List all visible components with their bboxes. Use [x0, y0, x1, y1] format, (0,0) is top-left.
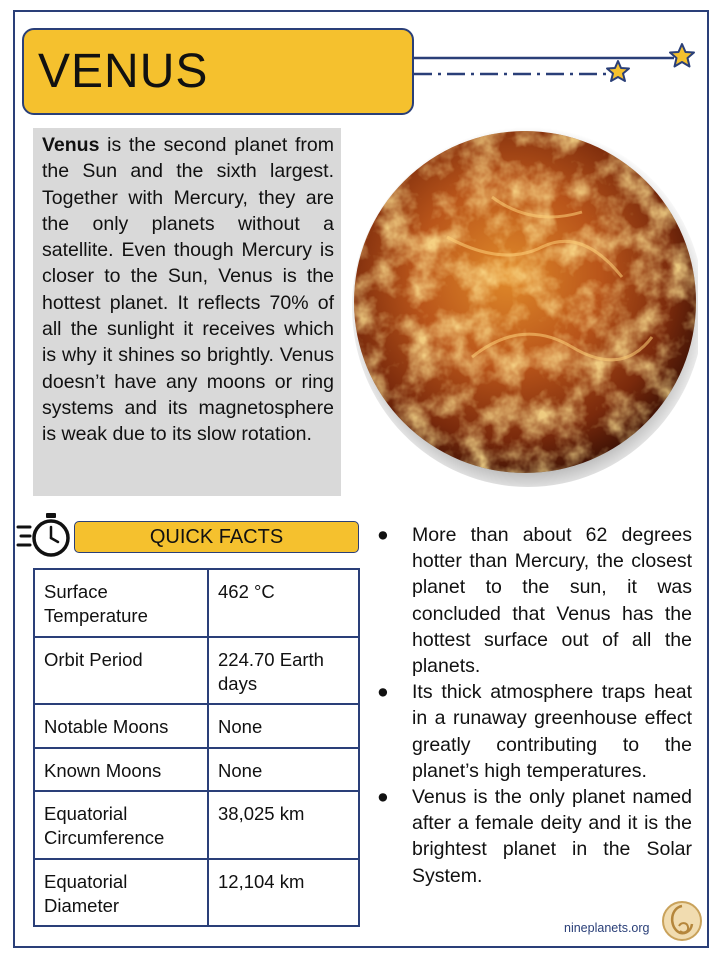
list-item — [374, 679, 692, 784]
fact-label: Notable Moons — [34, 704, 208, 748]
table-row — [34, 859, 359, 926]
table-row — [34, 791, 359, 859]
brand-name: nineplanets.org — [564, 921, 650, 935]
list-item — [374, 522, 692, 679]
fact-value: 224.70 Earth days — [208, 637, 359, 704]
facts-list — [374, 522, 692, 889]
stopwatch-icon — [16, 512, 74, 560]
fact-label: Known Moons — [34, 748, 208, 791]
intro-panel — [33, 128, 341, 496]
bullet-icon: ● — [377, 786, 389, 809]
fact-label: Surface Temperature — [34, 569, 208, 637]
fact-value: 462 °C — [208, 569, 359, 637]
bullet-icon: ● — [377, 524, 389, 546]
venus-planet-image — [352, 117, 698, 487]
fact-value: None — [208, 704, 359, 748]
intro-paragraph — [42, 132, 334, 448]
fact-text: Venus is the only planet named after a female deity and it is the brightest planet in the Solar System. — [412, 786, 692, 887]
list-item — [374, 784, 692, 889]
fact-text: Its thick atmosphere traps heat in a runaway greenhouse effect greatly contributing to the planet’s high temperatures. — [412, 681, 692, 782]
table-row — [34, 637, 359, 704]
quick-facts-heading: QUICK FACTS — [74, 521, 359, 553]
fact-value: None — [208, 748, 359, 791]
table-row — [34, 704, 359, 748]
quick-facts-table — [33, 568, 360, 927]
fact-label: Equatorial Circumference — [34, 791, 208, 859]
table-row — [34, 748, 359, 791]
intro-bold-word: Venus — [42, 134, 100, 156]
page-title: VENUS — [38, 45, 209, 98]
intro-body: is the second planet from the Sun and the sixth largest. Together with Mercury, they are the only planets without a satellite. Even though Mercury is closer to the Sun, Venus is the hottest planet. It reflects 70% of all the sunlight it receives which is why it shines so brightly. Venus doesn’t have any moons or ring systems and its magnetosphere is weak due to its slow rotation. — [42, 134, 334, 446]
star-icon — [607, 61, 629, 81]
table-row — [34, 569, 359, 637]
title-banner — [22, 28, 414, 115]
bullet-icon: ● — [377, 681, 389, 704]
fact-value: 38,025 km — [208, 791, 359, 859]
star-icon — [670, 44, 694, 67]
fact-label: Equatorial Diameter — [34, 859, 208, 926]
fact-text: More than about 62 degrees hotter than Mercury, the closest planet to the sun, it was concluded that Venus has the hottest surface out of all the planets. — [412, 524, 692, 678]
nineplanets-logo-icon — [661, 898, 703, 944]
fact-value: 12,104 km — [208, 859, 359, 926]
fact-label: Orbit Period — [34, 637, 208, 704]
